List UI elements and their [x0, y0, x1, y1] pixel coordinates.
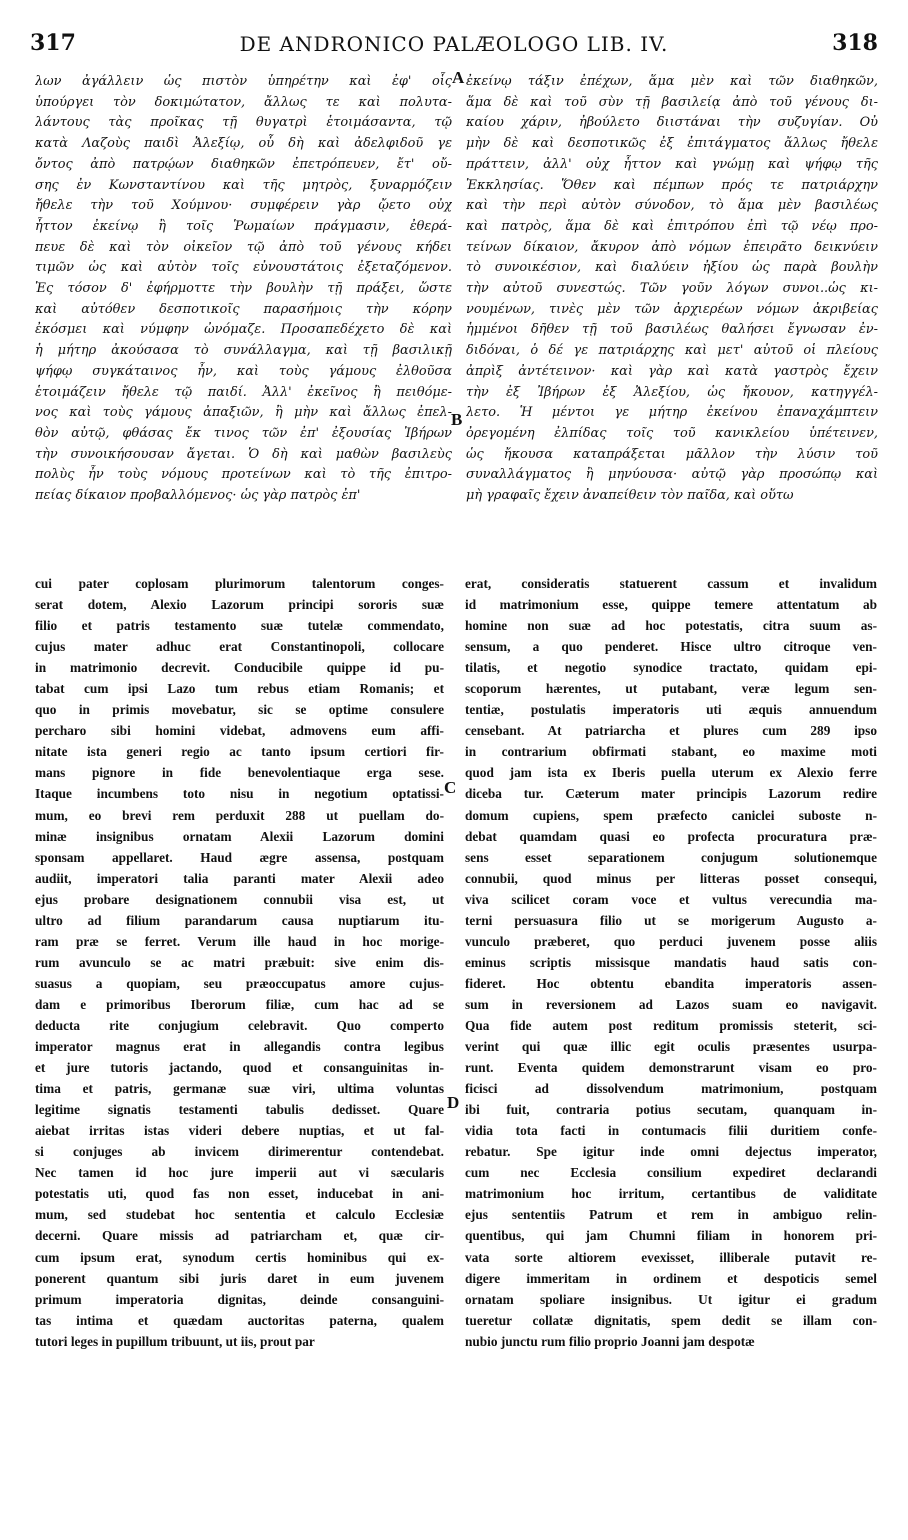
latin-left-line: filio et patris testamento suæ tutelæ commendato,: [35, 618, 444, 634]
latin-right-line: censebant. At patriarcha et plures cum 289 ipso: [465, 723, 877, 739]
latin-right-line: viva scilicet coram voce et vultus verecundia ma-: [465, 891, 877, 907]
greek-right-line: νουμένων, τινὲς μὲν τῶν ἀρχιερέων νόμων ἀκριβείας: [466, 301, 878, 317]
latin-left-line: sponsam appellaret. Haud ægre assensa, postquam: [35, 849, 444, 865]
greek-left-line: ἧττον ἐκείνῳ ἢ τοῖς Ῥωμαίων πράγμασιν, ἐθερά-: [35, 218, 452, 234]
latin-right-line: domum cupiens, spem præfecto caniclei suboste n-: [465, 807, 877, 823]
greek-right-line: διδόναι, ὁ δέ γε πατριάρχης καὶ μετ' αὐτοῦ οἱ πλείους: [466, 343, 878, 359]
greek-left-line: πολὺς ἦν τοὺς νόμους προτείνων καὶ τὸ τῆς ἐπιτρο-: [35, 467, 452, 483]
latin-right-line: diceba tur. Cæterum mater principis Lazorum redire: [465, 786, 877, 802]
latin-right-line: sens esset separationem conjugum solutionemque: [465, 849, 877, 865]
latin-right-line: tilatis, et negotio synodice tractato, quidam epi-: [465, 660, 877, 676]
latin-right-line: sum in reversionem ad Lazos suam eo navigavit.: [465, 996, 877, 1012]
latin-left-line: serat dotem, Alexio Lazorum principi sororis suæ: [35, 597, 444, 613]
greek-right-line: πράττειν, ἀλλ' οὐχ ἧττον καὶ γνώμῃ καὶ ψήφῳ τῆς: [466, 156, 878, 172]
greek-left-line: καὶ αὐτόθεν δεσποτικοῖς παρασήμοις τὴν κόρην: [35, 301, 452, 317]
greek-left-line: λων ἀγάλλειν ὡς πιστὸν ὑπηρέτην καὶ ἐφ' οἷς: [35, 74, 452, 89]
greek-right-line: ἐκείνῳ τάξιν ἐπέχων, ἅμα μὲν καὶ τῶν διαθηκῶν,: [466, 74, 878, 89]
latin-left-line: suasus a quopiam, seu præoccupatus amore cujus-: [35, 975, 444, 991]
greek-right-line: τὸ συνοικέσιον, καὶ διαλύειν ἠξίου ὡς παρὰ βουλὴν: [466, 260, 878, 276]
greek-right-line: συναλλάγματος ἢ μηνύουσα· αὐτῷ γὰρ προσώπῳ καὶ: [466, 467, 878, 483]
latin-left-line: nitate ista generi regio ac tanto ipsum certiori fir-: [35, 744, 444, 760]
greek-right-line: καίου χάριν, ἠβούλετο διιστάναι τὴν συζυγίαν. Οὐ: [466, 115, 878, 131]
latin-right-line: debat quamdam quasi eo profecta procuratura præ-: [465, 828, 877, 844]
latin-left-line: tutori leges in pupillum tribuunt, ut iis, prout par: [35, 1333, 315, 1349]
greek-right-line: τὴν ἐξ Ἰβήρων ἐξ Ἀλεξίου, ὡς ἤκουον, κατηγγέλ-: [466, 384, 878, 400]
latin-right-line: nubio junctu rum filio proprio Joanni jam despotæ: [465, 1333, 755, 1349]
greek-left-line: ψήφῳ συγκάταινος ἦν, καὶ τοὺς γάμους ἐλθοῦσα: [35, 363, 452, 379]
latin-right-line: matrimonium hoc irritum, certantibus de validitate: [465, 1186, 877, 1202]
greek-left-line: ἑτοιμάζειν ἤθελε τῷ παιδί. Ἀλλ' ἐκεῖνος ἢ πειθόμε-: [35, 384, 452, 400]
greek-left-line: νος καὶ τοὺς γάμους ἀπαξιῶν, ἢ μὴν καὶ ἄλλως ἐπελ-: [35, 405, 452, 421]
latin-right-line: ejus sententiis Patrum et rem in ambiguo relin-: [465, 1207, 877, 1223]
greek-left-line: Ἐς τόσον δ' ἐφήρμοττε τὴν βουλὴν τῇ πράξει, ὥστε: [35, 281, 452, 297]
latin-left-line: tabat cum ipsi Lazo tum rebus etiam Romanis; et: [35, 681, 444, 697]
greek-left-line: τιμῶν ὡς καὶ αὐτὸν τοῖς εὐνουστάτοις ἐξεταζόμενον.: [35, 260, 452, 276]
latin-left-line: audiit, imperatori talia paranti mater Alexii adeo: [35, 870, 444, 886]
latin-left-line: ram præ se ferret. Verum ille haud in hoc morige-: [35, 933, 444, 949]
latin-left-line: si conjuges ab invicem dirimerentur contendebat.: [35, 1144, 444, 1160]
latin-right-line: vunculo præberet, quo perduci juvenem posse aliis: [465, 933, 877, 949]
latin-right-line: scoporum hærentes, ut putabant, veræ legum sen-: [465, 681, 877, 697]
latin-right-line: Qua fide autem post reditum promissis steterit, sci-: [465, 1017, 877, 1033]
greek-column-right: [466, 72, 878, 507]
greek-right-line: λετο. Ἡ μέντοι γε μήτηρ ἐκείνου ἐπαναχάμπτειν: [466, 405, 878, 421]
latin-left-line: legitime signatis testamenti tabulis dedisset. Quare: [35, 1102, 444, 1118]
latin-right-line: eminus scriptis missisque mandatis haud satis con-: [465, 954, 877, 970]
latin-left-line: mans pignore in fide benevolentiaque erga sese.: [35, 765, 444, 781]
latin-left-line: ponerent quantum sibi juris daret in eum juvenem: [35, 1270, 444, 1286]
greek-right-line: ὡς ἤκουσα καταπράξεται μᾶλλον τὴν λύσιν τοῦ: [466, 446, 878, 462]
latin-right-line: fideret. Hoc obtentu ebandita imperatoris assen-: [465, 975, 877, 991]
margin-marker-b: B: [451, 410, 463, 429]
latin-right-line: quod jam ista ex Iberis puella uterum ex Alexio ferre: [465, 765, 877, 781]
latin-left-line: ejus probare designationem connubii visa est, ut: [35, 891, 444, 907]
greek-left-line: ἤθελε τὴν τοῦ Χούμνου· συμφέρειν γὰρ ᾤετο οὐχ: [35, 198, 452, 214]
latin-right-line: connubii, quod minus per litteras posset consequi,: [465, 870, 877, 886]
latin-right-line: tueretur collatæ dignitatis, spem dedit se illam con-: [465, 1312, 877, 1328]
latin-right-line: id matrimonium esse, quippe temere attentatum ab: [465, 597, 877, 613]
latin-left-line: Itaque incumbens toto nisu in negotium optatissi-: [35, 786, 444, 802]
latin-left-line: et jure tutoris jactando, quod et consanguinitas in-: [35, 1060, 444, 1076]
latin-left-line: cum ipsum erat, synodum certis hominibus qui ex-: [35, 1249, 444, 1265]
latin-left-line: dam e primoribus Iberorum filiæ, cum hac ad se: [35, 996, 444, 1012]
greek-left-line: ἐκόσμει καὶ νύμφην ὠνόμαζε. Προσαπεδέχετο δὲ καὶ: [35, 322, 452, 338]
latin-left-line: imperator magnus erat in allegandis contra legibus: [35, 1039, 444, 1055]
latin-left-line: rum avunculo se ac matri præbuit: sive enim dis-: [35, 954, 444, 970]
greek-right-line: ὀρεγομένη ἐλπίδας τοῖς τοῦ κανικλείου ὑπέτεινεν,: [466, 425, 878, 441]
greek-right-line: ἅμα δὲ καὶ τοῦ σὺν τῇ βασιλείᾳ ἀπὸ τοῦ γένους δι-: [466, 94, 878, 110]
greek-right-line: μὴν δὲ καὶ δεσποτικῶς ἐξ ἐπιτάγματος ἄλλως ἤθελε: [466, 136, 878, 152]
greek-left-line: κατὰ Λαζοὺς παιδὶ Ἀλεξίῳ, οὗ δὴ καὶ ἀδελφιδοῦ γε: [35, 136, 452, 152]
latin-left-line: primum imperatoria dignitas, deinde consanguini-: [35, 1291, 444, 1307]
greek-right-line: τὴν αὐτοῦ συνεστώς. Τῶν γοῦν λόγων συνοι..ὡς κι-: [466, 281, 878, 297]
latin-right-line: verint qui quæ illic egit oculis præsentes usurpa-: [465, 1039, 877, 1055]
margin-marker-d: D: [447, 1093, 460, 1112]
latin-right-line: cum nec Ecclesia consilium expediret declarandi: [465, 1165, 877, 1181]
latin-right-line: tentiæ, postulatis imperatoris uti æquis annuendum: [465, 702, 877, 718]
latin-right-line: quentibus, qui jam Chumni filiam in honorem pri-: [465, 1228, 877, 1244]
greek-left-line: σης ἐν Κωνσταντίνου καὶ τῆς μητρὸς, ξυναρμόζειν: [35, 177, 452, 193]
greek-left-line: ὄντος ἀπὸ πατρῴων διαθηκῶν ἐπετρόπευεν, ἔτ' οὔ-: [35, 156, 452, 172]
latin-right-line: terni persuasura filio ut se morigerum Augusto a-: [465, 912, 877, 928]
greek-right-line: Ἐκκλησίας. Ὅθεν καὶ πέμπων πρός τε πατριάρχην: [466, 177, 878, 193]
latin-left-line: mum, sed studebat hoc sententia et calculo Ecclesiæ: [35, 1207, 444, 1223]
latin-left-line: potestatis uti, quod fas non esset, inducebat in ani-: [35, 1186, 444, 1202]
latin-right-line: vidia tota facti in contumacis filii duritiem confe-: [465, 1123, 877, 1139]
latin-left-line: minæ insignibus ornatam Alexii Lazorum domini: [35, 828, 444, 844]
page-header: [30, 30, 878, 70]
latin-left-line: tima et patris, germanæ suæ viri, ultima voluntas: [35, 1081, 444, 1097]
greek-right-line: καὶ τὴν περὶ αὐτὸν σύνοδον, τὸ ἅμα μὲν βασιλέως: [466, 198, 878, 214]
greek-left-line: θὸν αὐτῷ, φθάσας ἔκ τινος τῶν ἐπ' ἐξουσίας Ἰβήρων: [35, 425, 452, 441]
latin-right-line: runt. Eventa quidem demonstrarunt visam eo pro-: [465, 1060, 877, 1076]
greek-left-line: πείας δίκαιον προβαλλόμενος· ὡς γὰρ πατρὸς ἐπ': [35, 488, 361, 504]
latin-right-line: erat, consideratis statuerent cassum et invalidum: [465, 576, 877, 591]
greek-left-line: πευε δὲ καὶ τὸν οἰκεῖον τῷ ἀπὸ τοῦ γένους κήδει: [35, 239, 452, 255]
latin-right-line: vata sorte altiorem evexisset, illiberale putavit re-: [465, 1249, 877, 1265]
latin-left-line: Nec tamen id hoc jure imperii aut vi sæcularis: [35, 1165, 444, 1181]
page-number-right: 318: [832, 30, 878, 56]
greek-right-line: τείνων δίκαιον, ἄκυρον ἀπὸ νόμων ἐπειρᾶτο δεικνύειν: [466, 239, 878, 255]
latin-left-line: mum, eo brevi rem perduxit 288 ut puellam do-: [35, 807, 444, 823]
margin-marker-c: C: [444, 778, 457, 797]
greek-column-left: [35, 72, 452, 507]
margin-marker-a: A: [452, 68, 465, 87]
latin-left-line: in matrimonio decrevit. Conducibile quippe id pu-: [35, 660, 444, 676]
latin-column-left: [35, 573, 444, 1352]
greek-left-line: ὑπούργει τὸν δοκιμώτατον, ἄλλως τε καὶ πολυτα-: [35, 94, 452, 110]
greek-left-line: ἡ μήτηρ ἀκούσασα τὸ συνάλλαγμα, καὶ τῇ βασιλικῇ: [35, 343, 452, 359]
latin-left-line: deducta rite conjugium celebravit. Quo comperto: [35, 1017, 444, 1033]
latin-left-line: cui pater coplosam plurimorum talentorum conges-: [35, 576, 444, 591]
latin-right-line: ficisci ad dissolvendum matrimonium, postquam: [465, 1081, 877, 1097]
latin-left-line: percharo sibi homini videbat, admovens eum affi-: [35, 723, 444, 739]
latin-right-line: rebatur. Spe igitur inde omni dejectus imperator,: [465, 1144, 877, 1160]
latin-left-line: decerni. Quare missis ad patriarcham et, quæ cir-: [35, 1228, 444, 1244]
greek-right-line: ἀπρὶξ ἀντέτεινον· καὶ γὰρ καὶ κατὰ γαστρὸς ἔχειν: [466, 363, 878, 379]
latin-right-line: homine non suæ ad hoc potestatis, citra suum as-: [465, 618, 877, 634]
latin-left-line: quo in primis movebatur, sic se optime consulere: [35, 702, 444, 718]
greek-right-line: καὶ πατρὸς, ἅμα δὲ καὶ ἐπιτρόπου ἐπὶ τῷ νέῳ προ-: [466, 218, 878, 234]
greek-left-line: λάντους τὰς προῖκας τῇ θυγατρὶ ἑτοιμάσαντα, τῷ: [35, 115, 452, 131]
latin-left-line: tas intima et quædam auctoritas paterna, qualem: [35, 1312, 444, 1328]
latin-right-line: ornatam spoliare insignibus. Ut igitur ei gradum: [465, 1291, 877, 1307]
greek-left-line: τὴν συνοικήσουσαν ἄγεται. Ὁ δὴ καὶ μαθὼν βασιλεὺς: [35, 446, 452, 462]
greek-right-line: μὴ γραφαῖς ἔχειν ἀναπείθειν τὸν παῖδα, καὶ οὕτω: [466, 488, 794, 504]
latin-right-line: sensum, a quo penderet. Hisce ultro citroque ven-: [465, 639, 877, 655]
page-number-left: 317: [30, 30, 76, 56]
latin-right-line: digere immeritam in ordinem et despoticis semel: [465, 1270, 877, 1286]
latin-left-line: ultro ad filium parandarum causa nuptiarum itu-: [35, 912, 444, 928]
latin-right-line: ibi fuit, contraria potius secutam, quanquam in-: [465, 1102, 877, 1118]
latin-left-line: cujus mater adhuc erat Constantinopoli, collocare: [35, 639, 444, 655]
running-title: DE ANDRONICO PALÆOLOGO LIB. IV.: [239, 32, 669, 56]
latin-column-right: [465, 573, 877, 1352]
latin-left-line: aiebat irritas istas videri debere nuptias, et ut fal-: [35, 1123, 444, 1139]
greek-right-line: ἡμμένοι δῆθεν τῇ τοῦ βασιλέως θαλήσει ἔγνωσαν ἐν-: [466, 322, 878, 338]
latin-right-line: in contrarium obfirmati stabant, eo maxime moti: [465, 744, 877, 760]
